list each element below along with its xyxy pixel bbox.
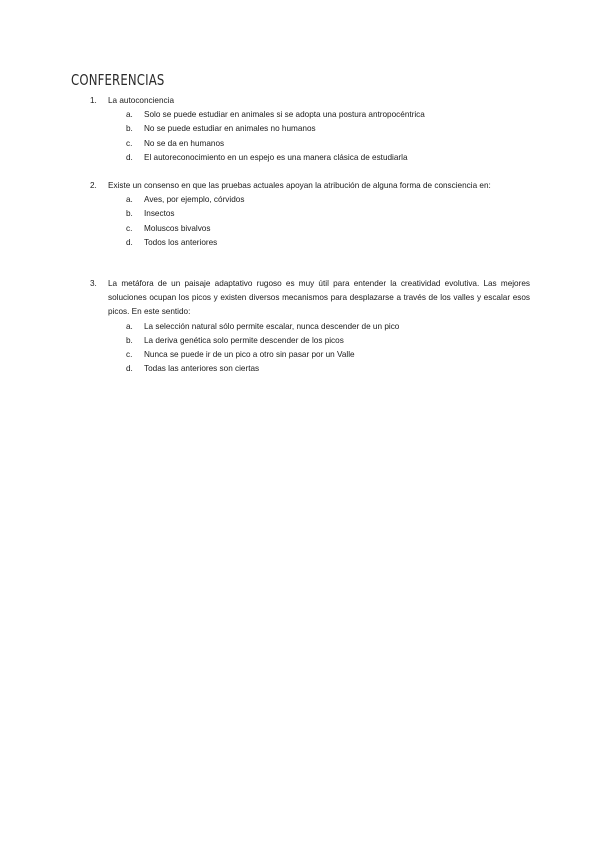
question-number: 3. <box>90 279 97 288</box>
option-b <box>126 207 530 221</box>
question-3 <box>90 277 530 376</box>
option-letter: b. <box>126 124 133 134</box>
option-letter: a. <box>126 110 133 120</box>
option-letter: a. <box>126 321 133 331</box>
option-letter: b. <box>126 335 133 345</box>
option-letter: d. <box>126 237 133 247</box>
question-number: 1. <box>90 96 97 105</box>
options-list <box>90 108 530 165</box>
option-text: No se da en humanos <box>144 138 225 148</box>
option-text: La selección natural sólo permite escalar, nunca descender de un pico <box>144 321 400 331</box>
option-b <box>126 122 530 136</box>
option-text: Todos los anteriores <box>144 237 218 247</box>
option-letter: b. <box>126 209 133 219</box>
option-c <box>126 137 530 151</box>
option-letter: a. <box>126 195 133 205</box>
option-text: Solo se puede estudiar en animales si se adopta una postura antropocéntrica <box>144 110 425 120</box>
option-d <box>126 236 530 250</box>
option-c <box>126 222 530 236</box>
option-a <box>126 193 530 207</box>
option-b <box>126 334 530 348</box>
option-text: No se puede estudiar en animales no humanos <box>144 124 316 134</box>
option-letter: c. <box>126 138 133 148</box>
option-letter: c. <box>126 223 133 233</box>
option-letter: c. <box>126 350 133 360</box>
question-2 <box>90 179 530 250</box>
options-list <box>90 320 530 377</box>
option-letter: d. <box>126 364 133 374</box>
option-a <box>126 320 530 334</box>
option-letter: d. <box>126 152 133 162</box>
question-text: La autoconciencia <box>108 96 175 105</box>
question-1 <box>90 94 530 165</box>
option-text: Insectos <box>144 209 175 219</box>
question-text: Existe un consenso en que las pruebas actuales apoyan la atribución de alguna forma de consciencia en: <box>108 181 491 190</box>
option-c <box>126 348 530 362</box>
option-text: Aves, por ejemplo, córvidos <box>144 195 245 205</box>
page-title: CONFERENCIAS <box>71 71 165 89</box>
option-d <box>126 362 530 376</box>
option-text: Nunca se puede ir de un pico a otro sin pasar por un Valle <box>144 350 355 360</box>
question-text: La metáfora de un paisaje adaptativo rugoso es muy útil para entender la creatividad evolutiva. Las mejores soluciones ocupan los picos y existen diversos mecanismos para desplazarse a través de los valles y escalar esos picos. En este sentido: <box>108 279 530 317</box>
option-a <box>126 108 530 122</box>
question-number: 2. <box>90 181 97 190</box>
option-text: Todas las anteriores son ciertas <box>144 364 260 374</box>
options-list <box>90 193 530 250</box>
option-text: El autoreconocimiento en un espejo es una manera clásica de estudiarla <box>144 152 408 162</box>
option-d <box>126 151 530 165</box>
option-text: Moluscos bivalvos <box>144 223 211 233</box>
option-text: La deriva genética solo permite descender de los picos <box>144 335 344 345</box>
